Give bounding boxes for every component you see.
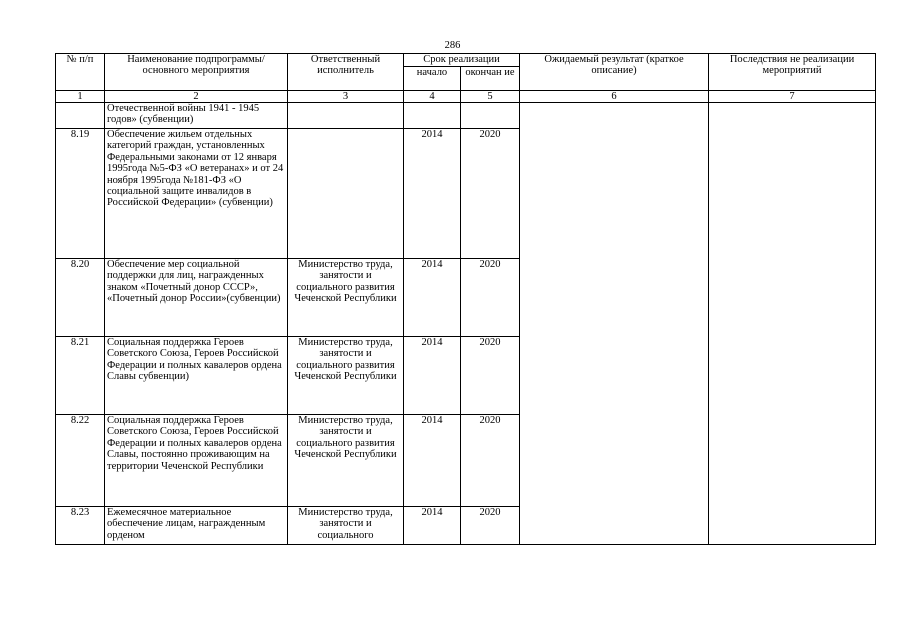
header-start: начало: [404, 67, 461, 91]
row-name: Социальная поддержка Героев Советского Союза, Героев Российской Федерации и полных кавалеров ордена Славы субвенции): [105, 337, 288, 415]
column-number-row: [56, 91, 876, 103]
row-end: 2020: [461, 259, 520, 337]
row-end: 2020: [461, 507, 520, 545]
header-end: окончан ие: [461, 67, 520, 91]
header-name: Наименование подпрограммы/ основного мероприятия: [105, 54, 288, 91]
result-cell: [520, 103, 709, 545]
row-name: Обеспечение мер социальной поддержки для лиц, награжденных знаком «Почетный донор СССР», «Почетный донор России»(субвенции): [105, 259, 288, 337]
row-start: 2014: [404, 415, 461, 507]
header-result: Ожидаемый результат (краткое описание): [520, 54, 709, 91]
row-start: 2014: [404, 507, 461, 545]
column-number: 5: [461, 91, 520, 103]
column-number: 1: [56, 91, 105, 103]
column-number: 4: [404, 91, 461, 103]
column-number: 6: [520, 91, 709, 103]
header-executor: Ответственный исполнитель: [288, 54, 404, 91]
row-num: 8.23: [56, 507, 105, 545]
header-consequences: Последствия не реализации мероприятий: [709, 54, 876, 91]
row-executor: [288, 129, 404, 259]
row-name: Отечественной войны 1941 - 1945 годов» (субвенции): [105, 103, 288, 129]
row-end: 2020: [461, 129, 520, 259]
column-number: 2: [105, 91, 288, 103]
row-num: 8.20: [56, 259, 105, 337]
header-num: № п/п: [56, 54, 105, 91]
row-name: Ежемесячное материальное обеспечение лицам, награжденным орденом: [105, 507, 288, 545]
consequences-cell: [709, 103, 876, 545]
row-start: [404, 103, 461, 129]
row-end: [461, 103, 520, 129]
row-end: 2020: [461, 337, 520, 415]
row-executor: Министерство труда, занятости и социального развития Чеченской Республики: [288, 259, 404, 337]
activities-table: [55, 53, 876, 545]
table-row: [56, 103, 876, 129]
page-number: 286: [444, 40, 461, 51]
row-start: 2014: [404, 259, 461, 337]
row-num: 8.19: [56, 129, 105, 259]
row-executor: Министерство труда, занятости и социального развития Чеченской Республики: [288, 337, 404, 415]
row-end: 2020: [461, 415, 520, 507]
row-start: 2014: [404, 129, 461, 259]
row-executor: [288, 103, 404, 129]
row-num: [56, 103, 105, 129]
row-num: 8.22: [56, 415, 105, 507]
row-executor: Министерство труда, занятости и социального развития Чеченской Республики: [288, 415, 404, 507]
column-number: 7: [709, 91, 876, 103]
row-name: Обеспечение жильем отдельных категорий граждан, установленных Федеральными законами от 12 января 1995года №5-ФЗ «О ветеранах» и от 24 ноября 1995года №181-ФЗ «О социальной защите инвалидов в Российской Федерации» (субвенции): [105, 129, 288, 259]
row-num: 8.21: [56, 337, 105, 415]
column-number: 3: [288, 91, 404, 103]
row-start: 2014: [404, 337, 461, 415]
row-executor: Министерство труда, занятости и социального: [288, 507, 404, 545]
header-period: Срок реализации: [404, 54, 520, 67]
row-name: Социальная поддержка Героев Советского Союза, Героев Российской Федерации и полных кавалеров ордена Славы, постоянно проживающим на территории Чеченской Республики: [105, 415, 288, 507]
